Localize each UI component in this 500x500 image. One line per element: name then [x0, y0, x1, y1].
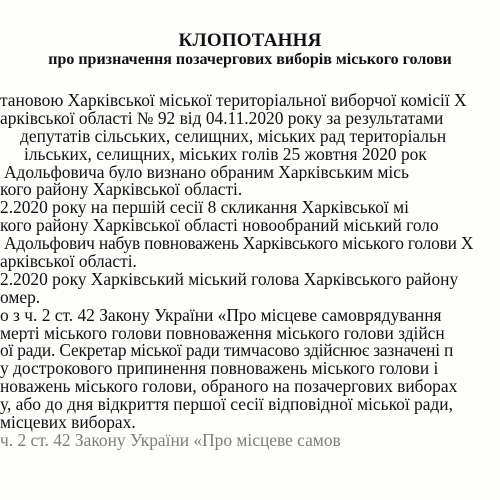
body-line: 2.2020 року на першій сесії 8 скликання Харківської мі [0, 199, 409, 218]
body-line: Адольфович набув повноважень Харківського міського голови Х [4, 235, 474, 254]
document-title: КЛОПОТАННЯ [178, 30, 322, 51]
body-line: депутатів сільських, селищних, міських рад територіальн [20, 127, 447, 146]
body-line: місцевих виборах. [0, 414, 136, 432]
body-line: омер. [0, 288, 41, 307]
body-line: 2.2020 року Харківський міський голова Харківського району [0, 270, 459, 289]
document-subtitle: про призначення позачергових виборів міського голови [48, 51, 452, 68]
body-line: ч. 2 ст. 42 Закону України «Про місцеве самов [0, 431, 341, 450]
body-line: кого району Харківської області новообраний міський голо [0, 217, 439, 236]
body-line: Адольфовича було визнано обраним Харківським місь [4, 163, 409, 182]
body-line: ільських, селищних, міських голів 25 жовтня 2020 рок [24, 145, 427, 164]
body-line: кого району Харківської області. [0, 181, 243, 200]
body-line: мерті міського голови повноваження міського голови здійсн [0, 324, 445, 343]
body-line: арківської області № 92 від 04.11.2020 року за результатами [0, 109, 444, 128]
body-line: тановою Харківської міської територіальної виборчої комісії Х [0, 92, 467, 110]
body-line: о з ч. 2 ст. 42 Закону України «Про місцеве самоврядування [0, 306, 442, 325]
body-line: у дострокового припинення повноважень міського голови і [0, 360, 439, 379]
body-line: новажень міського голови, обраного на позачергових виборах [0, 378, 458, 397]
body-line: ої ради. Секретар міської ради тимчасово здійснює зазначені п [0, 342, 454, 361]
body-line: арківської області. [0, 253, 137, 271]
body-line: у, або до дня відкриття першої сесії відповідної міської ради, [0, 396, 453, 415]
document-body [0, 92, 500, 450]
